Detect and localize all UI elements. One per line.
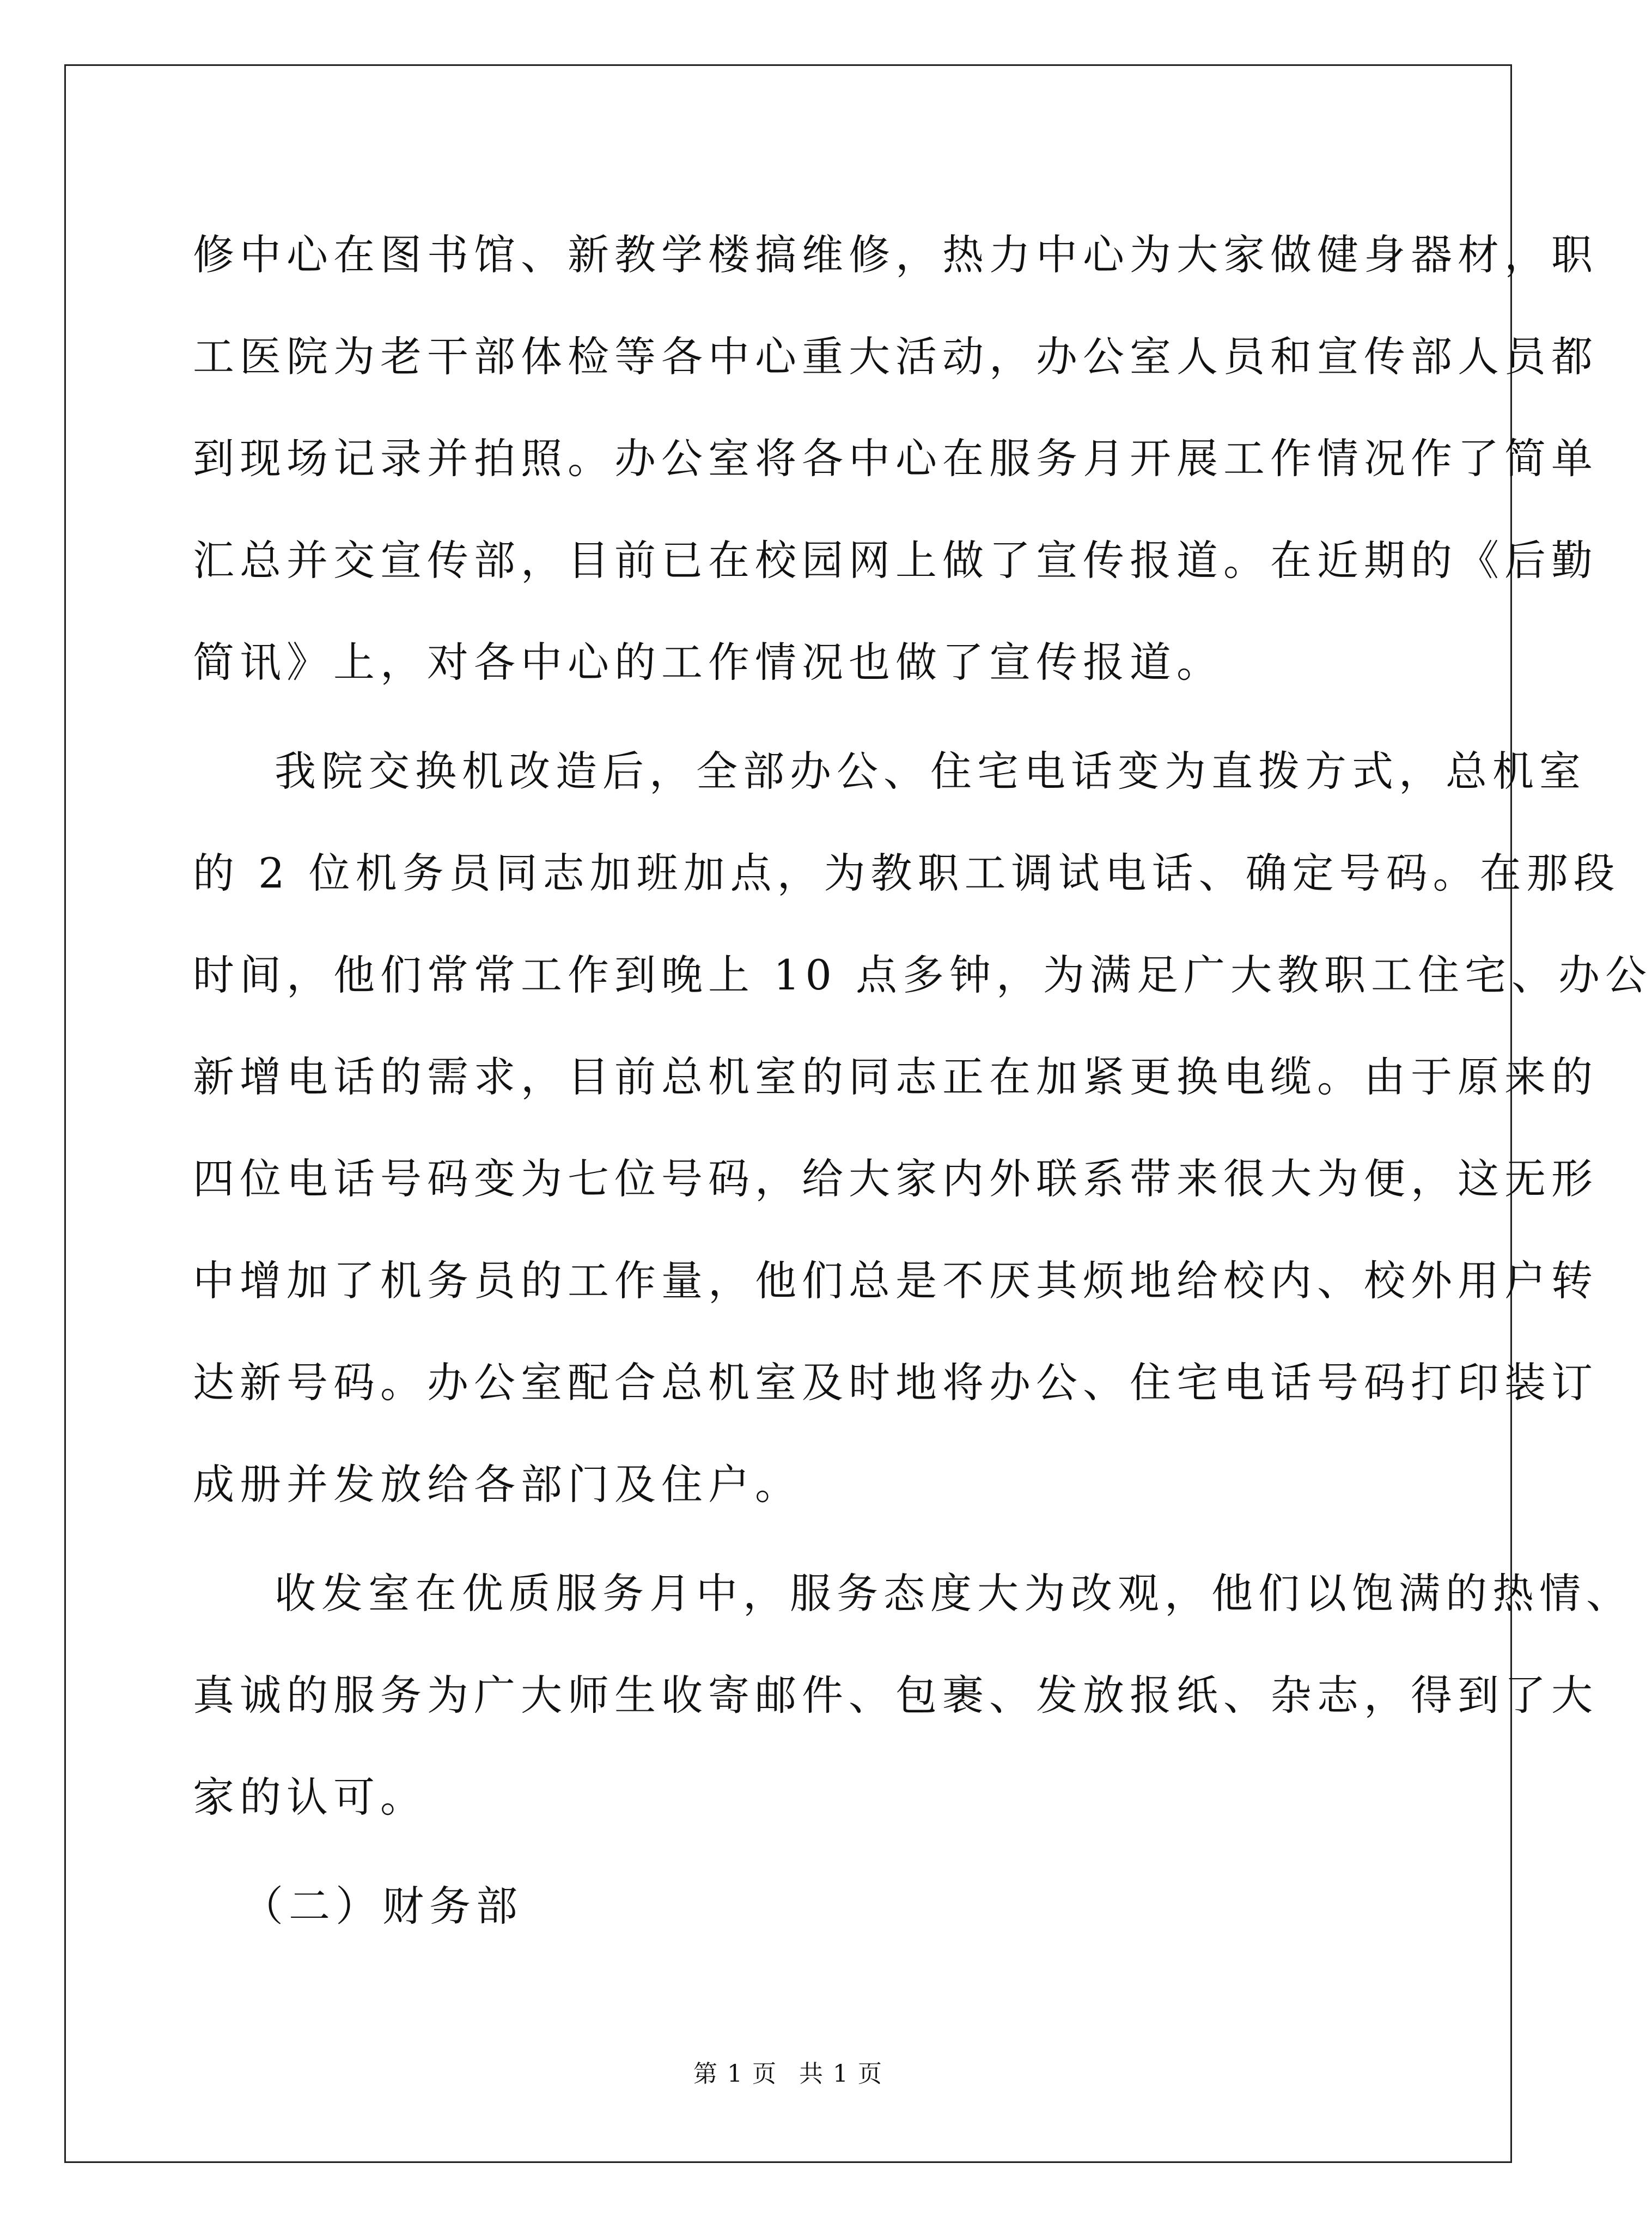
text-line: 新增电话的需求，目前总机室的同志正在加紧更换电缆。由于原来的 [193,1053,1598,1101]
page-number: 第 1 页 [693,2060,777,2088]
text-line: 收发室在优质服务月中，服务态度大为改观，他们以饱满的热情、 [275,1569,1633,1618]
text-line: 四位电话号码变为七位号码，给大家内外联系带来很大为便，这无形 [193,1155,1598,1203]
paragraph-3 [193,1542,1633,1848]
text-line: 我院交换机改造后，全部办公、住宅电话变为直拨方式，总机室 [275,747,1586,795]
text-line: 达新号码。办公室配合总机室及时地将办公、住宅电话号码打印装订 [193,1358,1598,1407]
text-line: 修中心在图书馆、新教学楼搞维修，热力中心为大家做健身器材，职 [193,230,1598,279]
document-body [193,204,1652,1957]
section-heading [193,1855,1385,1957]
text-line: 简讯》上，对各中心的工作情况也做了宣传报道。 [193,638,1223,686]
text-line: 中增加了机务员的工作量，他们总是不厌其烦地给校内、校外用户转 [193,1256,1598,1305]
text-line: 汇总并交宣传部，目前已在校园网上做了宣传报道。在近期的《后勤 [193,536,1598,585]
text-line: 真诚的服务为广大师生收寄邮件、包裹、发放报纸、杂志，得到了大 [193,1671,1598,1719]
text-line: 到现场记录并拍照。办公室将各中心在服务月开展工作情况作了简单 [193,434,1598,483]
section-heading-text: （二）财务部 [242,1882,523,1930]
text-line: 成册并发放给各部门及住户。 [193,1460,802,1509]
text-line: 的 2 位机务员同志加班加点，为教职工调试电话、确定号码。在那段 [193,849,1620,897]
paragraph-2 [193,720,1652,1535]
text-line: 工医院为老干部体检等各中心重大活动，办公室人员和宣传部人员都 [193,332,1598,381]
paragraph-1 [193,204,1598,713]
page-total: 共 1 页 [799,2060,883,2088]
page-footer [0,2054,1576,2089]
text-line: 家的认可。 [193,1773,427,1821]
text-line: 时间，他们常常工作到晚上 10 点多钟，为满足广大教职工住宅、办公 [193,951,1652,999]
